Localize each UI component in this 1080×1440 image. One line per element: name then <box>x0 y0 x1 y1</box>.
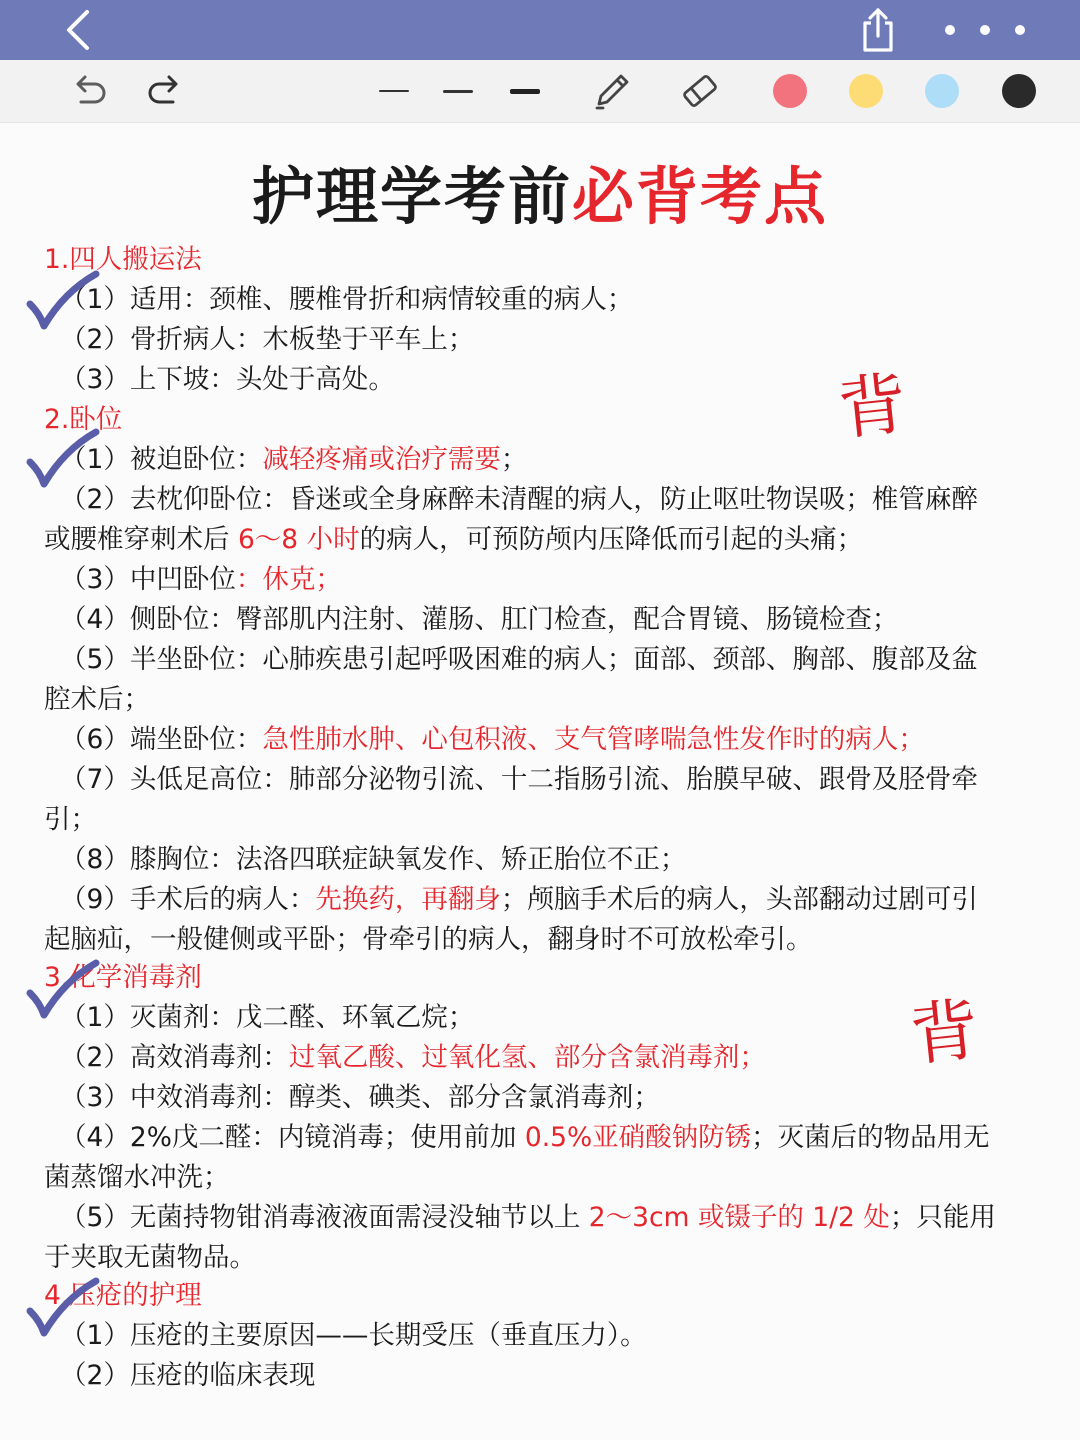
section-2-line-2: （2）去枕仰卧位：昏迷或全身麻醉未清醒的病人，防止呕吐物误吸；椎管麻醉 <box>60 484 978 515</box>
section-1-line-3: （3）上下坡：头处于高处。 <box>60 364 395 395</box>
section-4-line-1: （1）压疮的主要原因——长期受压（垂直压力）。 <box>60 1320 647 1351</box>
highlight-text: 6～8 小时 <box>237 524 360 555</box>
highlight-text: 过氧乙酸、过氧化氢、部分含氯消毒剂； <box>288 1042 766 1073</box>
section-2-line-5: （4）侧卧位：臀部肌内注射、灌肠、肛门检查，配合胃镜、肠镜检查； <box>60 604 899 635</box>
title-black: 护理学考前 <box>251 160 572 233</box>
text: ； <box>500 444 528 475</box>
handwritten-annotation: 背 <box>906 990 983 1077</box>
page-title <box>0 147 1080 236</box>
section-2-heading: 2.卧位 <box>44 404 123 435</box>
pen-icon[interactable] <box>586 60 638 122</box>
text: （2）高效消毒剂： <box>60 1042 289 1073</box>
undo-icon[interactable] <box>64 60 114 122</box>
section-2-line-8 <box>60 720 1060 760</box>
section-2-line-13: 起脑疝，一般健侧或平卧；骨牵引的病人，翻身时不可放松牵引。 <box>44 924 813 955</box>
section-1-line-1: （1）适用：颈椎、腰椎骨折和病情较重的病人； <box>60 284 634 315</box>
section-2-line-6: （5）半坐卧位：心肺疾患引起呼吸困难的病人；面部、颈部、胸部、腹部及盆 <box>60 644 978 675</box>
section-3-line-2 <box>60 1038 1060 1078</box>
section-3-line-4 <box>60 1118 1060 1158</box>
section-3-heading: 3.化学消毒剂 <box>44 962 202 993</box>
section-3-line-1: （1）灭菌剂：戊二醛、环氧乙烷； <box>60 1002 475 1033</box>
section-2-line-7: 腔术后； <box>44 684 150 715</box>
section-2-line-9: （7）头低足高位：肺部分泌物引流、十二指肠引流、胎膜早破、跟骨及胫骨牵 <box>60 764 978 795</box>
highlight-text: 急性肺水肿、心包积液、支气管哮喘急性发作时的病人； <box>262 724 925 755</box>
pen-color-yellow[interactable] <box>846 60 886 122</box>
pen-color-black[interactable] <box>999 60 1039 122</box>
text: 或腰椎穿刺术后 <box>44 524 238 555</box>
text: 的病人，可预防颅内压降低而引起的头痛； <box>359 524 864 555</box>
pen-color-blue[interactable] <box>922 60 962 122</box>
section-2-line-10: 引； <box>44 804 97 835</box>
checkmark-icon <box>24 957 104 1027</box>
section-2-line-4 <box>60 560 1060 600</box>
title-red: 必背考点 <box>572 160 829 233</box>
section-3-line-5: 菌蒸馏水冲洗； <box>44 1162 230 1193</box>
section-2-line-12 <box>60 880 1060 920</box>
text: （1）被迫卧位： <box>60 444 263 475</box>
top-bar <box>0 0 1080 60</box>
section-4-line-2: （2）压疮的临床表现 <box>60 1360 316 1391</box>
highlight-text: 先换药，再翻身 <box>315 884 501 915</box>
text: （5）无菌持物钳消毒液液面需浸没轴节以上 <box>60 1202 589 1233</box>
highlight-text: ：休克； <box>235 564 342 595</box>
redo-icon[interactable] <box>140 60 190 122</box>
checkmark-icon <box>24 268 104 338</box>
stroke-thick-icon[interactable] <box>505 60 545 122</box>
text: ；只能用 <box>889 1202 996 1233</box>
text: （9）手术后的病人： <box>60 884 316 915</box>
handwritten-annotation: 背 <box>834 364 911 451</box>
text: ；颅脑手术后的病人，头部翻动过剧可引 <box>500 884 978 915</box>
section-3-line-7: 于夹取无菌物品。 <box>44 1242 256 1273</box>
section-1-line-2: （2）骨折病人：木板垫于平车上； <box>60 324 475 355</box>
section-3-line-6 <box>60 1198 1060 1238</box>
section-2-line-11: （8）膝胸位：法洛四联症缺氧发作、矫正胎位不正； <box>60 844 687 875</box>
checkmark-icon <box>24 426 104 496</box>
share-icon[interactable] <box>850 0 906 60</box>
highlight-text: 0.5%亚硝酸钠防锈 <box>524 1122 752 1153</box>
eraser-icon[interactable] <box>674 60 726 122</box>
chevron-left-icon[interactable] <box>50 0 106 60</box>
section-4-heading: 4.压疮的护理 <box>44 1280 202 1311</box>
text: （6）端坐卧位： <box>60 724 263 755</box>
highlight-text: 2～3cm 或镊子的 1/2 处 <box>588 1202 890 1233</box>
text: ；灭菌后的物品用无 <box>751 1122 990 1153</box>
section-1-heading: 1.四人搬运法 <box>44 244 202 275</box>
text: （4）2%戊二醛：内镜消毒；使用前加 <box>60 1122 525 1153</box>
highlight-text: 减轻疼痛或治疗需要 <box>262 444 501 475</box>
stroke-thin-icon[interactable] <box>374 60 414 122</box>
drawing-toolbar <box>0 60 1080 123</box>
note-page[interactable] <box>0 123 1080 1440</box>
section-3-line-3: （3）中效消毒剂：醇类、碘类、部分含氯消毒剂； <box>60 1082 660 1113</box>
more-dots-icon[interactable] <box>930 0 1030 60</box>
text: （3）中凹卧位 <box>60 564 236 595</box>
checkmark-icon <box>24 1275 104 1345</box>
stroke-medium-icon[interactable] <box>438 60 478 122</box>
pen-color-pink[interactable] <box>770 60 810 122</box>
section-2-line-3 <box>44 520 1044 560</box>
